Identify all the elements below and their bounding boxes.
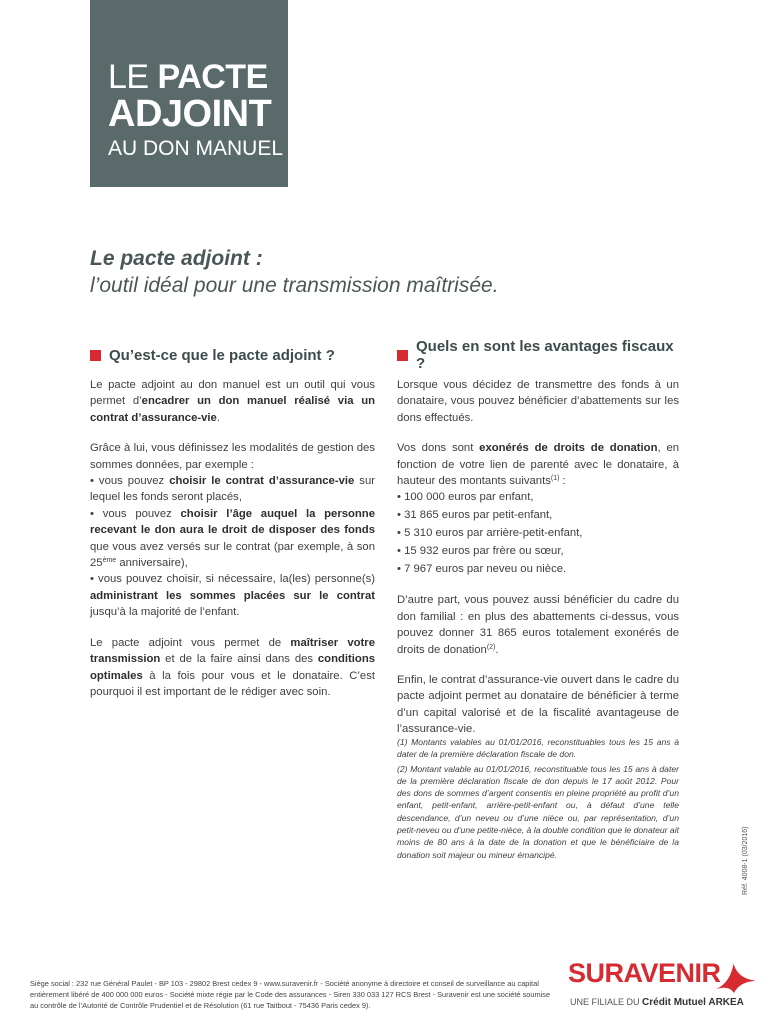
headline-line-2: l’outil idéal pour une transmission maîtrisée. <box>90 274 499 297</box>
title-le: LE <box>108 58 149 96</box>
right-title-text: Quels en sont les avantages fiscaux ? <box>416 338 674 372</box>
left-bullet-1 <box>90 473 375 506</box>
right-paragraph-3 <box>397 592 679 658</box>
superscript: ème <box>102 557 117 565</box>
bold-text: administrant les sommes placées sur le contrat <box>90 589 375 602</box>
text: D’autre part, vous pouvez aussi bénéficier du cadre du don familial : en plus des abattements ci-dessus, vous pouvez donner 31 865 euros totalement exonérés de droits de donation <box>397 594 679 656</box>
right-paragraph-4: Enfin, le contrat d’assurance-vie ouvert dans le cadre du pacte adjoint permet au donataire de bénéficier à terme d’un capital valorisé et de la fiscalité avantageuse de l’assurance-vie. <box>397 674 679 736</box>
title-adjoint: ADJOINT <box>108 93 272 135</box>
amount-list-item: • 100 000 euros par enfant, <box>397 491 534 504</box>
amount-list-item: • 5 310 euros par arrière-petit-enfant, <box>397 527 583 540</box>
left-column <box>90 345 375 700</box>
amount-list-item: • 31 865 euros par petit-enfant, <box>397 509 553 522</box>
amount-list-item: • 7 967 euros par neveu ou nièce. <box>397 562 567 575</box>
text: . <box>216 411 220 424</box>
bold-text: exonérés de droits de donation <box>479 442 658 455</box>
text: • vous pouvez choisir, si nécessaire, la(les) personne(s) <box>90 573 375 586</box>
bold-text: maîtriser votre transmission <box>90 636 375 666</box>
text: Le pacte adjoint au don manuel est un outil qui vous permet d’ <box>90 379 375 408</box>
red-square-icon <box>90 350 101 361</box>
left-bullet-2 <box>90 506 375 572</box>
reference-number: Réf. 4008-1 (03/2016) <box>742 826 749 895</box>
title-pacte: PACTE <box>157 58 268 96</box>
right-column <box>397 338 680 738</box>
suravenir-logo <box>568 955 758 1015</box>
text: à la fois pour vous et le donataire. C’est pourquoi il est important de le rédiger avec soin. <box>90 669 375 698</box>
footnote-1: (1) Montants valables au 01/01/2016, reconstituables tous les 15 ans à dater de la première déclaration fiscale de don. <box>397 737 679 760</box>
logo-swirl-icon <box>712 955 758 995</box>
text: sur lequel les fonds seront placés, <box>90 475 375 504</box>
footnote-2: (2) Montant valable au 01/01/2016, reconstituable tous les 15 ans à dater de la première déclaration fiscale de don depuis le 17 août 2012. Pour des dons de sommes d’argent consentis en pleine propriété au profit d’un enfant, petit-enfant, arrière-petit-enfant ou, à défaut d’une telle descendance, d’un neveu ou d’une nièce ou, par représentation, d’un petit-neveu ou d’une petite-nièce, à la double condition que le donateur ait moins de 80 ans à la date de la donation et que le bénéficiaire de la donation soit majeur ou mineur émancipé. <box>397 763 679 860</box>
amount-list-item: • 15 932 euros par frère ou sœur, <box>397 544 564 557</box>
superscript: (2) <box>486 643 496 651</box>
text: jusqu’à la majorité de l’enfant. <box>90 606 240 619</box>
bold-text: encadrer un don manuel réalisé via un contrat d’assurance-vie <box>90 395 376 424</box>
text: anniversaire), <box>116 557 188 570</box>
bold-text: choisir le contrat d’assurance-vie <box>169 475 355 488</box>
text: Vos dons sont <box>397 442 480 455</box>
right-paragraph-2 <box>397 440 679 489</box>
text: , en fonction de votre lien de parenté avec le donataire, à hauteur des montants suivants <box>397 442 680 488</box>
text: et de la faire ainsi dans des <box>160 653 318 666</box>
bold-text: conditions optimales <box>90 653 375 682</box>
text: . <box>495 643 499 656</box>
headline <box>90 246 730 300</box>
headline-line-1: Le pacte adjoint : <box>90 247 263 270</box>
logo-sub-prefix: UNE FILIALE DU <box>570 997 640 1007</box>
right-section-title <box>397 338 679 372</box>
legal-footer: Siège social : 232 rue Général Paulet - BP 103 - 29802 Brest cedex 9 - www.suravenir.fr - Société anonyme à directoire et conseil de surveillance au capital entièrement libéré de 400 000 000 euros - Société mixte régie par le Code des assurances - Siren 330 033 127 RCS Brest - Suravenir est une société soumise au contrôle de l’Autorité de Contrôle Prudentiel et de Résolution (61 rue Taitbout - 75436 Paris cedex 9). <box>30 979 551 1010</box>
right-paragraph-1: Lorsque vous décidez de transmettre des fonds à un donataire, vous pouvez bénéficier d’abattements sur les dons effectués. <box>397 379 679 424</box>
left-section-title <box>90 345 375 365</box>
text: : <box>559 475 566 488</box>
left-title-text: Qu’est-ce que le pacte adjoint ? <box>109 346 335 364</box>
logo-subline <box>570 997 744 1008</box>
left-bullet-3 <box>90 571 375 620</box>
text: • vous pouvez <box>90 475 170 488</box>
title-line-1 <box>108 60 288 95</box>
text: • vous pouvez <box>90 507 181 520</box>
text: Le pacte adjoint vous permet de <box>90 636 291 649</box>
logo-wordmark: SURAVENIR <box>568 958 721 988</box>
bold-text: choisir l’âge auquel la personne recevant le don aura le droit de disposer des fonds <box>90 507 375 537</box>
left-paragraph-3 <box>90 635 375 701</box>
left-paragraph-2: Grâce à lui, vous définissez les modalités de gestion des sommes données, par exemple : <box>90 442 375 471</box>
left-paragraph-1 <box>90 377 375 426</box>
title-subtitle: AU DON MANUEL <box>108 137 284 160</box>
red-square-icon <box>397 350 408 361</box>
footnotes <box>397 736 679 863</box>
logo-sub-brand: Crédit Mutuel ARKEA <box>642 997 744 1008</box>
title-box <box>90 0 288 187</box>
superscript: (1) <box>550 475 560 483</box>
text: que vous avez versés sur le contrat (par exemple, à son 25 <box>90 540 375 570</box>
